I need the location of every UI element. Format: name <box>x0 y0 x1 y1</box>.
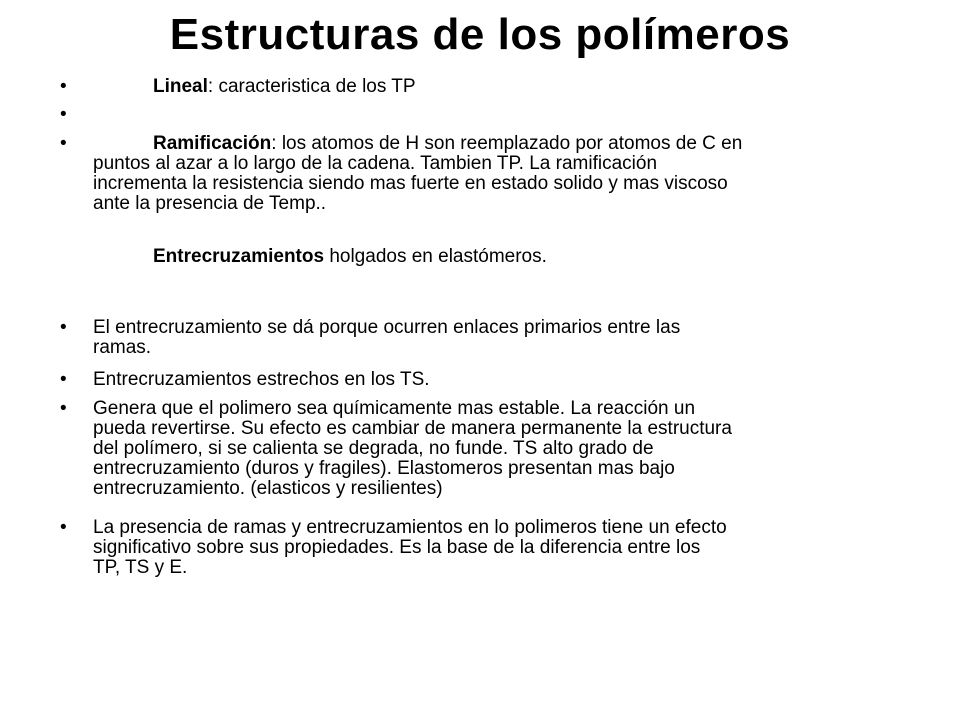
entrecruzamientos-text: holgados en elastómeros. <box>324 246 547 267</box>
genera-line-4: entrecruzamiento (duros y fragiles). Elastomeros presentan mas bajo <box>93 458 675 479</box>
bullet-marker: • <box>60 133 67 154</box>
slide-title: Estructuras de los polímeros <box>169 10 791 59</box>
genera-line-3: del polímero, si se calienta se degrada, no funde. TS alto grado de <box>93 438 654 459</box>
list-item-text <box>93 77 908 97</box>
ramificacion-line-2: puntos al azar a lo largo de la cadena. Tambien TP. La ramificación <box>93 153 658 174</box>
list-item-text <box>93 399 908 499</box>
list-item-text <box>93 318 908 358</box>
ramificacion-line-4: ante la presencia de Temp.. <box>93 193 327 214</box>
lineal-description: : caracteristica de los TP <box>207 76 416 97</box>
bullet-marker: • <box>60 398 67 419</box>
estrechos-line-1: Entrecruzamientos estrechos en los TS. <box>93 369 430 390</box>
presencia-line-3: TP, TS y E. <box>93 557 188 578</box>
ramificacion-line-3: incrementa la resistencia siendo mas fuerte en estado solido y mas viscoso <box>93 173 728 194</box>
bullet-marker: • <box>60 369 67 390</box>
list-item-text <box>93 370 908 390</box>
bullet-marker: • <box>60 517 67 538</box>
term-entrecruzamientos: Entrecruzamientos <box>153 246 325 267</box>
ramificacion-line-1: : los atomos de H son reemplazado por atomos de C en <box>271 133 743 154</box>
bullet-marker: • <box>60 104 67 125</box>
genera-line-2: pueda revertirse. Su efecto es cambiar de manera permanente la estructura <box>93 418 732 439</box>
entrecruzamiento-line-2: ramas. <box>93 337 152 358</box>
presencia-line-2: significativo sobre sus propiedades. Es la base de la diferencia entre los <box>93 537 701 558</box>
bullet-marker: • <box>60 317 67 338</box>
term-lineal: Lineal <box>153 76 208 97</box>
list-item-text <box>93 134 908 267</box>
term-ramificacion: Ramificación <box>153 133 272 154</box>
genera-line-5: entrecruzamiento. (elasticos y resilientes) <box>93 478 443 499</box>
bullet-marker: • <box>60 76 67 97</box>
list-item-text <box>93 518 908 578</box>
presencia-line-1: La presencia de ramas y entrecruzamientos en lo polimeros tiene un efecto <box>93 517 727 538</box>
genera-line-1: Genera que el polimero sea químicamente mas estable. La reacción un <box>93 398 696 419</box>
entrecruzamiento-line-1: El entrecruzamiento se dá porque ocurren enlaces primarios entre las <box>93 317 681 338</box>
